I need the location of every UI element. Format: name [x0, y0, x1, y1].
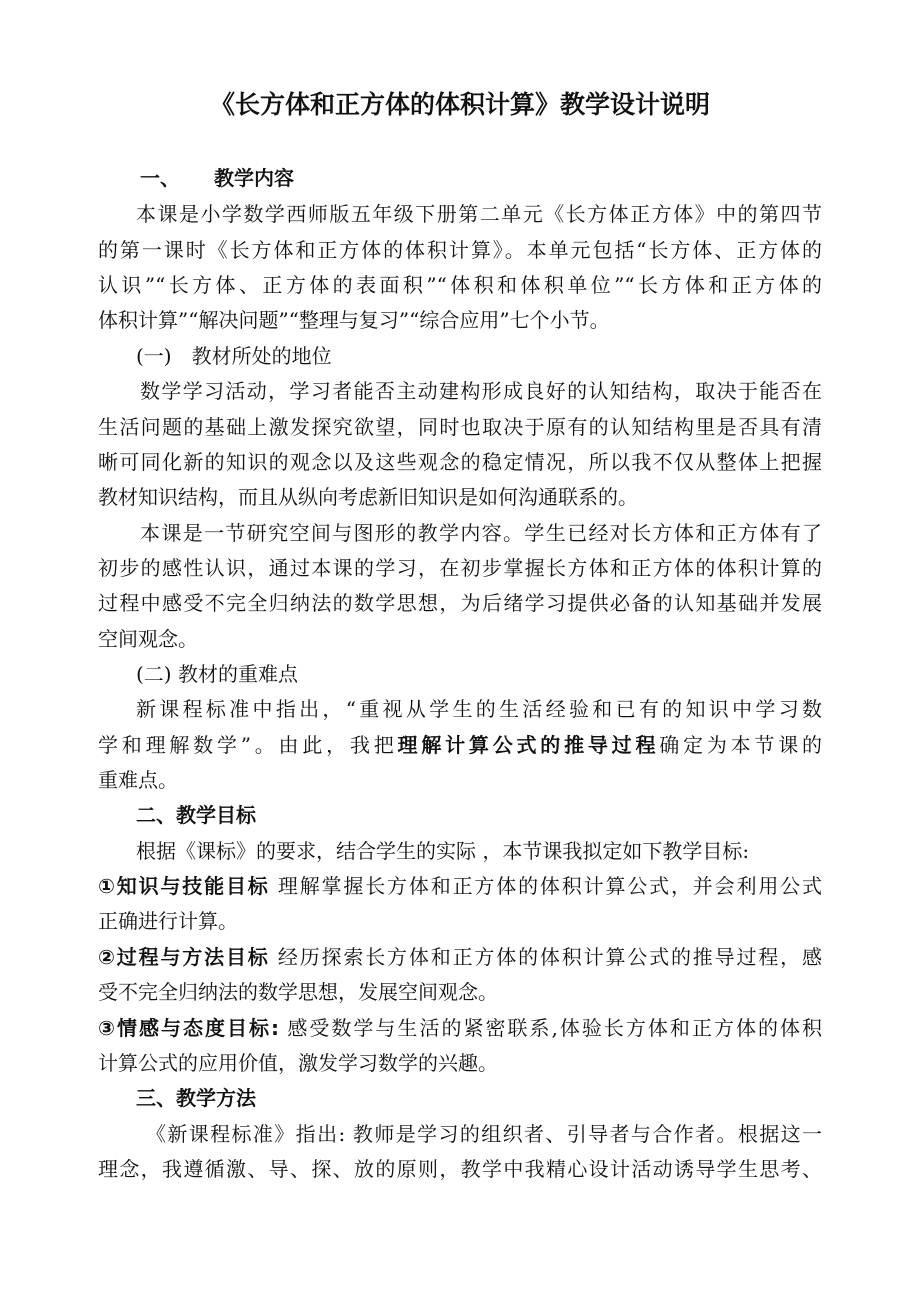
subsection-2-heading: (二) 教材的重难点	[136, 662, 298, 686]
goal-knowledge-text: 理解掌握长方体和正方体的体积计算公式，并会利用公式	[269, 874, 822, 898]
goal-process-line	[98, 943, 822, 971]
section-1-heading	[140, 164, 864, 192]
section-1-para-line: 体积计算”“解决问题”“整理与复习”“综合应用”七个小节。	[98, 308, 610, 332]
goal-emotion-text: 感受数学与生活的紧密联系,体验长方体和正方体的体积	[279, 1016, 822, 1040]
document-title: 《长方体和正方体的体积计算》教学设计说明	[209, 90, 710, 119]
section-1-para-line: 本课是小学数学西师版五年级下册第二单元《长方体正方体》中的第四节	[136, 202, 822, 226]
goal-knowledge-label: ①知识与技能目标	[98, 874, 270, 898]
goal-knowledge-line	[98, 872, 822, 900]
section-1-para-line: 的第一课时《长方体和正方体的体积计算》。本单元包括“长方体、正方体的	[98, 238, 822, 262]
subsection-2-line: 新课程标准中指出，“重视从学生的生活经验和已有的知识中学习数	[136, 697, 822, 721]
key-point-emphasis: 理解计算公式的推导过程	[397, 733, 660, 757]
subsection-1-para2-line: 过程中感受不完全归纳法的数学思想，为后绪学习提供必备的认知基础并发展	[98, 591, 822, 615]
subsection-2-text: 确定为本节课的	[659, 733, 822, 757]
goal-knowledge-line: 正确进行计算。	[98, 909, 238, 933]
subsection-2-text: 学和理解数学”。由此，我把	[98, 733, 398, 757]
subsection-2-line	[98, 731, 822, 759]
section-2-heading: 二、教学目标	[136, 803, 256, 827]
subsection-1-para1-line: 晰可同化新的知识的观念以及这些观念的稳定情况，所以我不仅从整体上把握	[98, 450, 822, 474]
goal-emotion-line	[98, 1014, 822, 1042]
section-3-para-line: 《新课程标准》指出: 教师是学习的组织者、引导者与合作者。根据这一	[146, 1122, 822, 1146]
subsection-1-para1-line: 教材知识结构，而且从纵向考虑新旧知识是如何沟通联系的。	[98, 485, 638, 509]
goal-process-label: ②过程与方法目标	[98, 945, 270, 969]
subsection-1-para2-line: 本课是一节研究空间与图形的教学内容。学生已经对长方体和正方体有了	[140, 521, 822, 545]
subsection-2-line: 重难点。	[98, 768, 178, 792]
goal-emotion-line: 计算公式的应用价值，激发学习数学的兴趣。	[98, 1051, 498, 1075]
section-3-para-line: 理念，我遵循激、导、探、放的原则，教学中我精心设计活动诱导学生思考、	[98, 1157, 822, 1181]
subsection-1-para1-line: 生活问题的基础上激发探究欲望，同时也取决于原有的认知结构里是否具有清	[98, 415, 822, 439]
section-3-heading: 三、教学方法	[136, 1086, 256, 1110]
section-2-intro: 根据《课标》的要求，结合学生的实际 ，本节课我拟定如下教学目标:	[136, 839, 750, 863]
goal-process-line: 受不完全归纳法的数学思想，发展空间观念。	[98, 980, 498, 1004]
subsection-1-para2-line: 初步的感性认识，通过本课的学习，在初步掌握长方体和正方体的体积计算的	[98, 556, 822, 580]
section-1-para-line: 认识”“长方体、正方体的表面积”“体积和体积单位”“长方体和正方体的	[98, 273, 822, 297]
goal-emotion-label: ③情感与态度目标:	[98, 1016, 280, 1040]
section-1-title: 教学内容	[214, 166, 294, 190]
subsection-1-para1-line: 数学学习活动，学习者能否主动建构形成良好的认知结构，取决于能否在	[140, 379, 822, 403]
subsection-1-para2-line: 空间观念。	[98, 627, 198, 651]
section-1-number: 一、	[140, 166, 180, 190]
goal-process-text: 经历探索长方体和正方体的体积计算公式的推导过程，感	[269, 945, 822, 969]
subsection-1-heading: (一) 教材所处的地位	[136, 344, 332, 368]
